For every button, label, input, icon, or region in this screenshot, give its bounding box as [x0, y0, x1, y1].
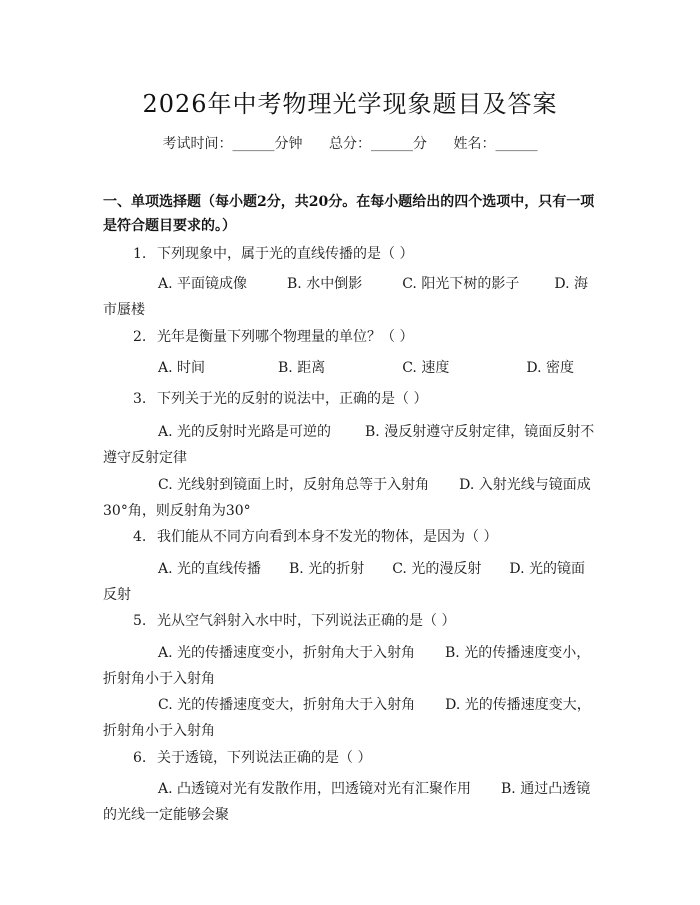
option-d: D. 入射光线与镜面成30°角，则反射角为30°	[103, 477, 591, 519]
option-b: B. 距离	[278, 360, 326, 376]
total-score-field: 总分：______分	[329, 136, 427, 152]
question-3	[133, 387, 427, 411]
question-5	[133, 609, 455, 633]
question-3-options-cd	[103, 472, 598, 524]
question-3-options-ab	[103, 419, 598, 471]
question-4-options	[103, 556, 598, 608]
option-b: B. 通过凸透镜的光线一定能够会聚	[103, 781, 591, 823]
question-stem: 光年是衡量下列哪个物理量的单位？（ ）	[157, 329, 414, 345]
option-d: D. 光的镜面反射	[103, 561, 585, 603]
question-1-options	[103, 271, 598, 323]
exam-meta	[0, 133, 700, 153]
option-c: C. 阳光下树的影子	[402, 276, 520, 292]
option-a: A. 凸透镜对光有发散作用，凹透镜对光有汇聚作用	[158, 781, 472, 797]
option-a: A. 光的反射时光路是可逆的	[158, 424, 332, 440]
question-6-options	[103, 776, 598, 828]
question-1	[133, 242, 413, 266]
option-b: B. 水中倒影	[287, 276, 363, 292]
question-5-options-cd	[103, 692, 598, 744]
option-d: D. 海市蜃楼	[103, 276, 588, 318]
option-b: B. 漫反射遵守反射定律，镜面反射不遵守反射定律	[103, 424, 595, 466]
question-2-options	[103, 355, 598, 381]
question-4	[133, 525, 497, 549]
option-d: D. 密度	[526, 360, 574, 376]
section-heading: 一、单项选择题（每小题2分，共20分。在每小题给出的四个选项中，只有一项是符合题目要求的。）	[103, 194, 595, 234]
student-name-field: 姓名：______	[453, 136, 538, 152]
option-a: A. 时间	[158, 360, 206, 376]
page-title: 2026年中考物理光学现象题目及答案	[142, 90, 558, 118]
option-c: C. 光的传播速度变大，折射角大于入射角	[158, 697, 416, 713]
option-a: A. 光的直线传播	[158, 561, 262, 577]
question-6	[133, 746, 371, 770]
question-stem: 关于透镜，下列说法正确的是（ ）	[157, 750, 372, 766]
question-stem: 我们能从不同方向看到本身不发光的物体，是因为（ ）	[157, 529, 498, 545]
question-number: 1.	[133, 246, 147, 262]
question-number: 4.	[133, 529, 147, 545]
option-a: A. 光的传播速度变小，折射角大于入射角	[158, 645, 416, 661]
option-b: B. 光的传播速度变小，折射角小于入射角	[103, 645, 591, 687]
option-a: A. 平面镜成像	[158, 276, 248, 292]
option-d: D. 光的传播速度变大，折射角小于入射角	[103, 697, 591, 739]
option-c: C. 光线射到镜面上时，反射角总等于入射角	[158, 477, 430, 493]
question-stem: 下列关于光的反射的说法中，正确的是（ ）	[157, 391, 428, 407]
question-number: 6.	[133, 750, 147, 766]
question-stem: 光从空气斜射入水中时，下列说法正确的是（ ）	[157, 613, 456, 629]
question-2	[133, 325, 413, 349]
question-number: 2.	[133, 329, 147, 345]
option-c: C. 光的漫反射	[392, 561, 482, 577]
option-b: B. 光的折射	[289, 561, 365, 577]
question-number: 3.	[133, 391, 147, 407]
question-stem: 下列现象中，属于光的直线传播的是（ ）	[157, 246, 414, 262]
question-number: 5.	[133, 613, 147, 629]
question-5-options-ab	[103, 640, 598, 692]
exam-time-field: 考试时间：______分钟	[162, 136, 303, 152]
option-c: C. 速度	[402, 360, 450, 376]
